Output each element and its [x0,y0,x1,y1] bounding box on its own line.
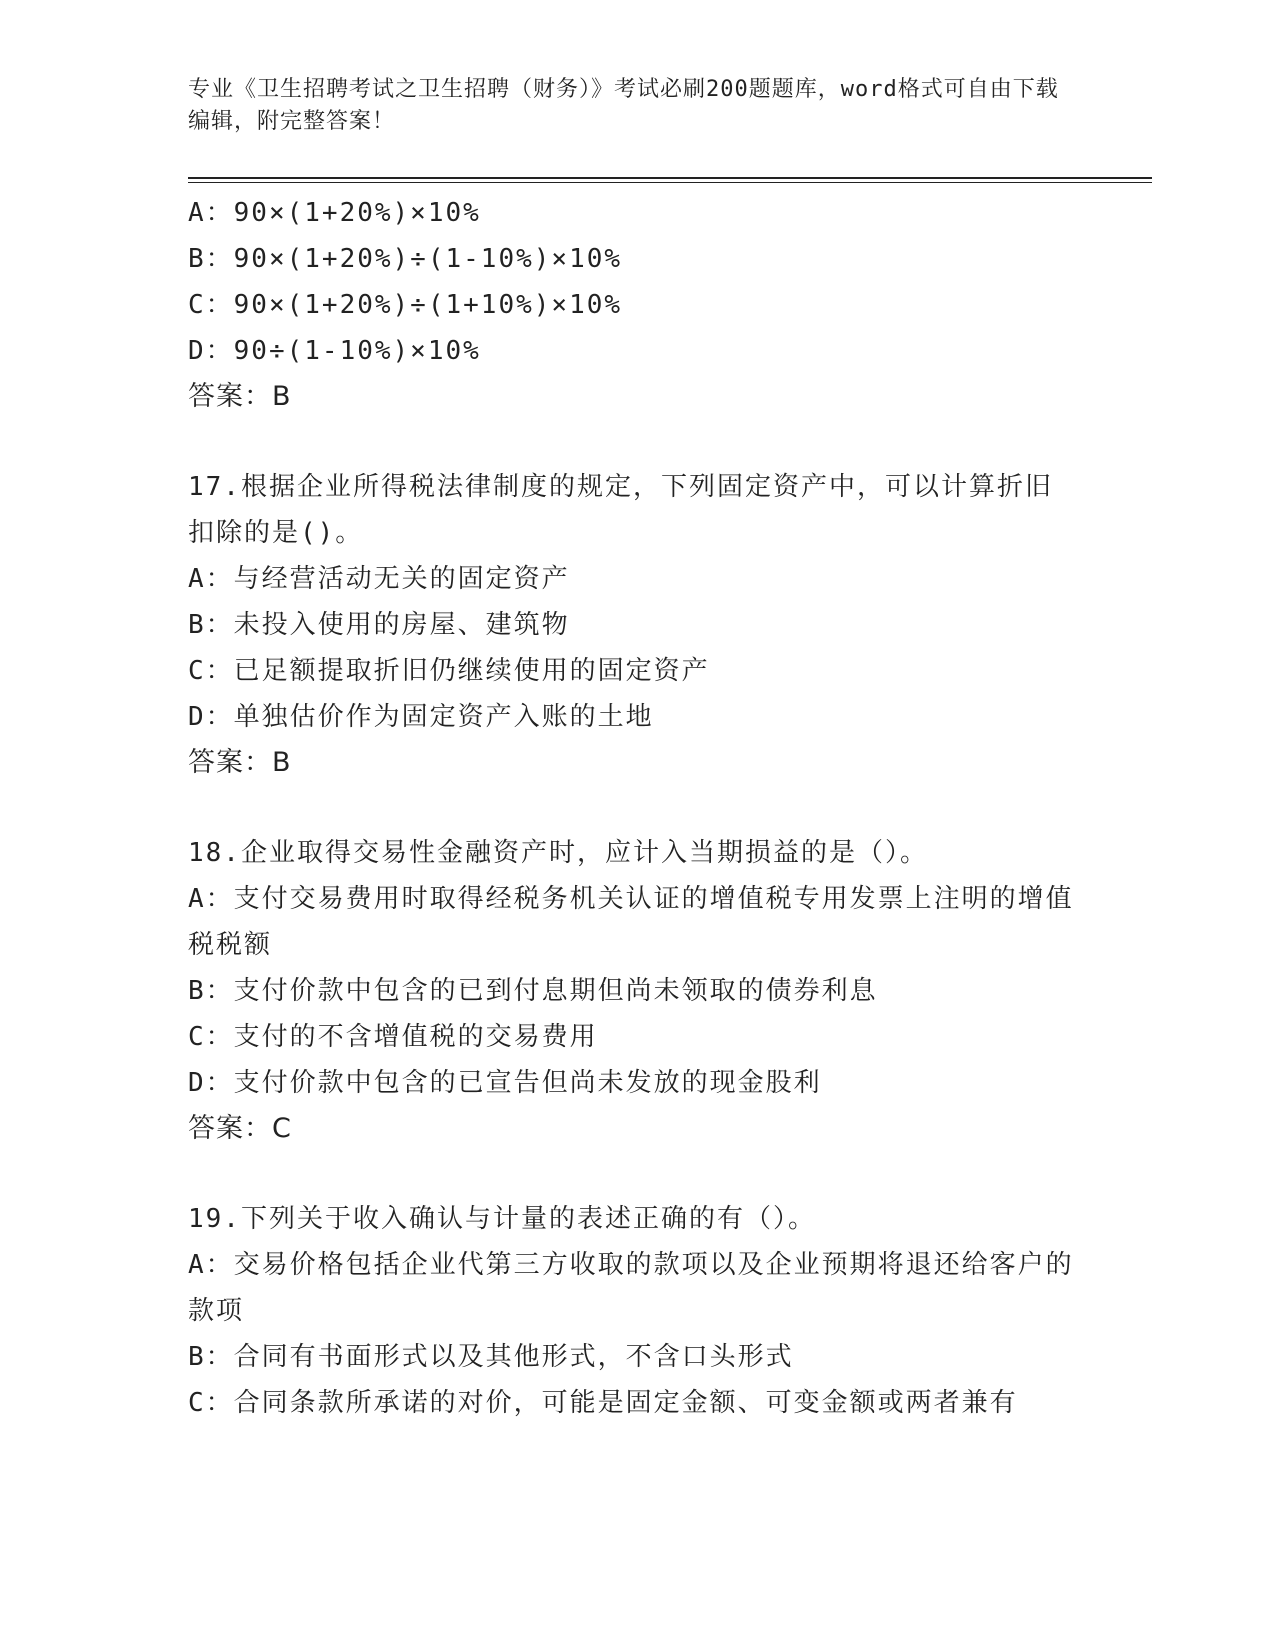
question-text: 19.下列关于收入确认与计量的表述正确的有（）。 [188,1204,816,1234]
option-b: B：未投入使用的房屋、建筑物 [188,610,570,640]
question-text: 17.根据企业所得税法律制度的规定，下列固定资产中，可以计算折旧扣除的是()。 [188,472,1053,548]
option-b: B：90×(1+20%)÷(1-10%)×10% [188,244,623,274]
option-a: A：交易价格包括企业代第三方收取的款项以及企业预期将退还给客户的款项 [188,1250,1074,1326]
question-19 [188,1196,1078,1426]
question-18 [188,830,1078,1152]
question-17 [188,464,1078,786]
option-b: B：支付价款中包含的已到付息期但尚未领取的债券利息 [188,976,878,1006]
page-header: 专业《卫生招聘考试之卫生招聘（财务）》考试必刷200题题库，word格式可自由下载编辑，附完整答案！ [188,77,1059,134]
option-c: C：已足额提取折旧仍继续使用的固定资产 [188,656,710,686]
option-c: C：90×(1+20%)÷(1+10%)×10% [188,290,623,320]
header-divider [188,177,1152,179]
answer: 答案：B [188,747,292,778]
question-16 [188,190,1078,420]
option-d: D：支付价款中包含的已宣告但尚未发放的现金股利 [188,1068,822,1098]
option-a: A：90×(1+20%)×10% [188,198,481,228]
option-d: D：90÷(1-10%)×10% [188,336,481,366]
question-list [188,190,1078,1426]
option-c: C：合同条款所承诺的对价，可能是固定金额、可变金额或两者兼有 [188,1388,1018,1418]
option-d: D：单独估价作为固定资产入账的土地 [188,702,654,732]
answer: 答案：C [188,1113,292,1144]
answer: 答案：B [188,381,292,412]
header-divider-thin [188,182,1152,183]
option-a: A：支付交易费用时取得经税务机关认证的增值税专用发票上注明的增值税税额 [188,884,1074,960]
question-text: 18.企业取得交易性金融资产时，应计入当期损益的是（）。 [188,838,928,868]
option-c: C：支付的不含增值税的交易费用 [188,1022,598,1052]
option-a: A：与经营活动无关的固定资产 [188,564,570,594]
option-b: B：合同有书面形式以及其他形式，不含口头形式 [188,1342,794,1372]
